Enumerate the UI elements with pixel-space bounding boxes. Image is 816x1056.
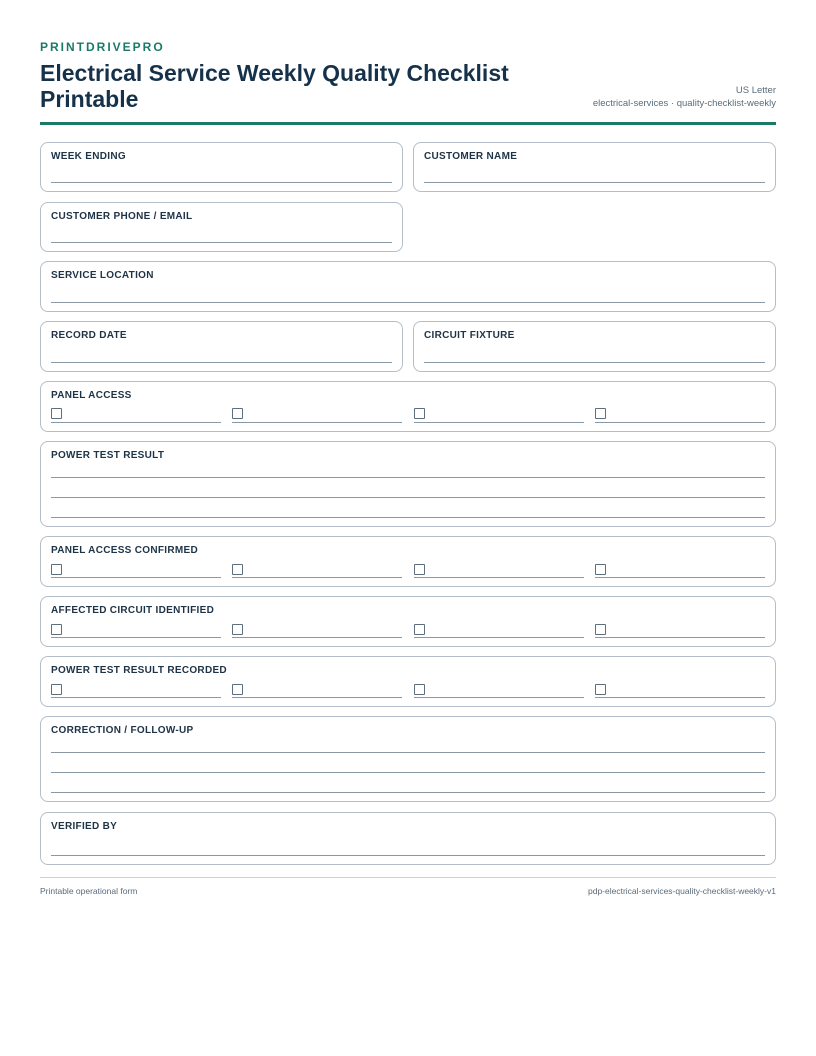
checkbox-line xyxy=(232,637,402,638)
circuit-fixture-field[interactable] xyxy=(413,321,776,372)
week-ending-field[interactable] xyxy=(40,142,403,192)
write-line[interactable] xyxy=(51,855,765,856)
field-label: SERVICE LOCATION xyxy=(51,270,154,281)
write-line[interactable] xyxy=(51,752,765,753)
brand-name: PRINTDRIVEPRO xyxy=(40,40,165,54)
customer-contact-field[interactable] xyxy=(40,202,403,252)
checkbox-line xyxy=(232,577,402,578)
write-line[interactable] xyxy=(51,792,765,793)
field-label: WEEK ENDING xyxy=(51,151,126,162)
write-line[interactable] xyxy=(51,517,765,518)
power-test-result-field[interactable] xyxy=(40,441,776,527)
checkbox-line xyxy=(414,637,584,638)
checkbox[interactable] xyxy=(51,684,62,695)
field-label: POWER TEST RESULT xyxy=(51,450,165,461)
field-label: VERIFIED BY xyxy=(51,821,118,832)
panel-access-checklist xyxy=(40,381,776,432)
checkbox-line xyxy=(232,422,402,423)
write-line[interactable] xyxy=(424,182,765,183)
record-date-field[interactable] xyxy=(40,321,403,372)
field-label: POWER TEST RESULT RECORDED xyxy=(51,665,227,676)
checkbox-line xyxy=(414,697,584,698)
checkbox[interactable] xyxy=(595,684,606,695)
service-location-field[interactable] xyxy=(40,261,776,312)
correction-follow-up-field[interactable] xyxy=(40,716,776,802)
checkbox-line xyxy=(51,697,221,698)
checkbox-line xyxy=(595,577,765,578)
checkbox[interactable] xyxy=(595,408,606,419)
panel-access-confirmed-checklist xyxy=(40,536,776,587)
checkbox-line xyxy=(595,697,765,698)
checkbox[interactable] xyxy=(51,408,62,419)
checkbox[interactable] xyxy=(232,624,243,635)
checkbox-line xyxy=(232,697,402,698)
page-title: Electrical Service Weekly Quality Checklist Printable xyxy=(40,60,509,112)
footer-rule xyxy=(40,877,776,878)
checkbox[interactable] xyxy=(51,624,62,635)
write-line[interactable] xyxy=(51,182,392,183)
write-line[interactable] xyxy=(51,497,765,498)
field-label: CUSTOMER PHONE / EMAIL xyxy=(51,211,193,222)
customer-name-field[interactable] xyxy=(413,142,776,192)
verified-by-field[interactable] xyxy=(40,812,776,865)
footer-left: Printable operational form xyxy=(40,886,138,896)
write-line[interactable] xyxy=(424,362,765,363)
document-meta xyxy=(593,84,776,110)
checkbox-line xyxy=(414,577,584,578)
write-line[interactable] xyxy=(51,302,765,303)
checkbox[interactable] xyxy=(414,684,425,695)
field-label: AFFECTED CIRCUIT IDENTIFIED xyxy=(51,605,215,616)
field-label: PANEL ACCESS xyxy=(51,390,132,401)
write-line[interactable] xyxy=(51,362,392,363)
checkbox[interactable] xyxy=(232,684,243,695)
checkbox[interactable] xyxy=(51,564,62,575)
write-line[interactable] xyxy=(51,772,765,773)
checkbox-line xyxy=(414,422,584,423)
checkbox[interactable] xyxy=(414,564,425,575)
field-label: RECORD DATE xyxy=(51,330,127,341)
checkbox[interactable] xyxy=(595,564,606,575)
checkbox[interactable] xyxy=(414,408,425,419)
checkbox-line xyxy=(595,422,765,423)
paper-size: US Letter xyxy=(735,85,776,96)
affected-circuit-identified-checklist xyxy=(40,596,776,647)
checkbox-line xyxy=(51,422,221,423)
checkbox[interactable] xyxy=(232,408,243,419)
checkbox[interactable] xyxy=(232,564,243,575)
power-test-result-recorded-checklist xyxy=(40,656,776,707)
footer-form-id: pdp-electrical-services-quality-checklist-weekly-v1 xyxy=(587,886,776,896)
write-line[interactable] xyxy=(51,242,392,243)
category-path: electrical-services · quality-checklist-weekly xyxy=(592,98,776,109)
header-rule xyxy=(40,122,776,125)
checkbox[interactable] xyxy=(595,624,606,635)
checkbox-line xyxy=(51,637,221,638)
write-line[interactable] xyxy=(51,477,765,478)
field-label: CORRECTION / FOLLOW-UP xyxy=(51,725,194,736)
checkbox[interactable] xyxy=(414,624,425,635)
field-label: PANEL ACCESS CONFIRMED xyxy=(51,545,198,556)
field-label: CUSTOMER NAME xyxy=(424,151,518,162)
checkbox-line xyxy=(595,637,765,638)
checkbox-line xyxy=(51,577,221,578)
field-label: CIRCUIT FIXTURE xyxy=(424,330,515,341)
